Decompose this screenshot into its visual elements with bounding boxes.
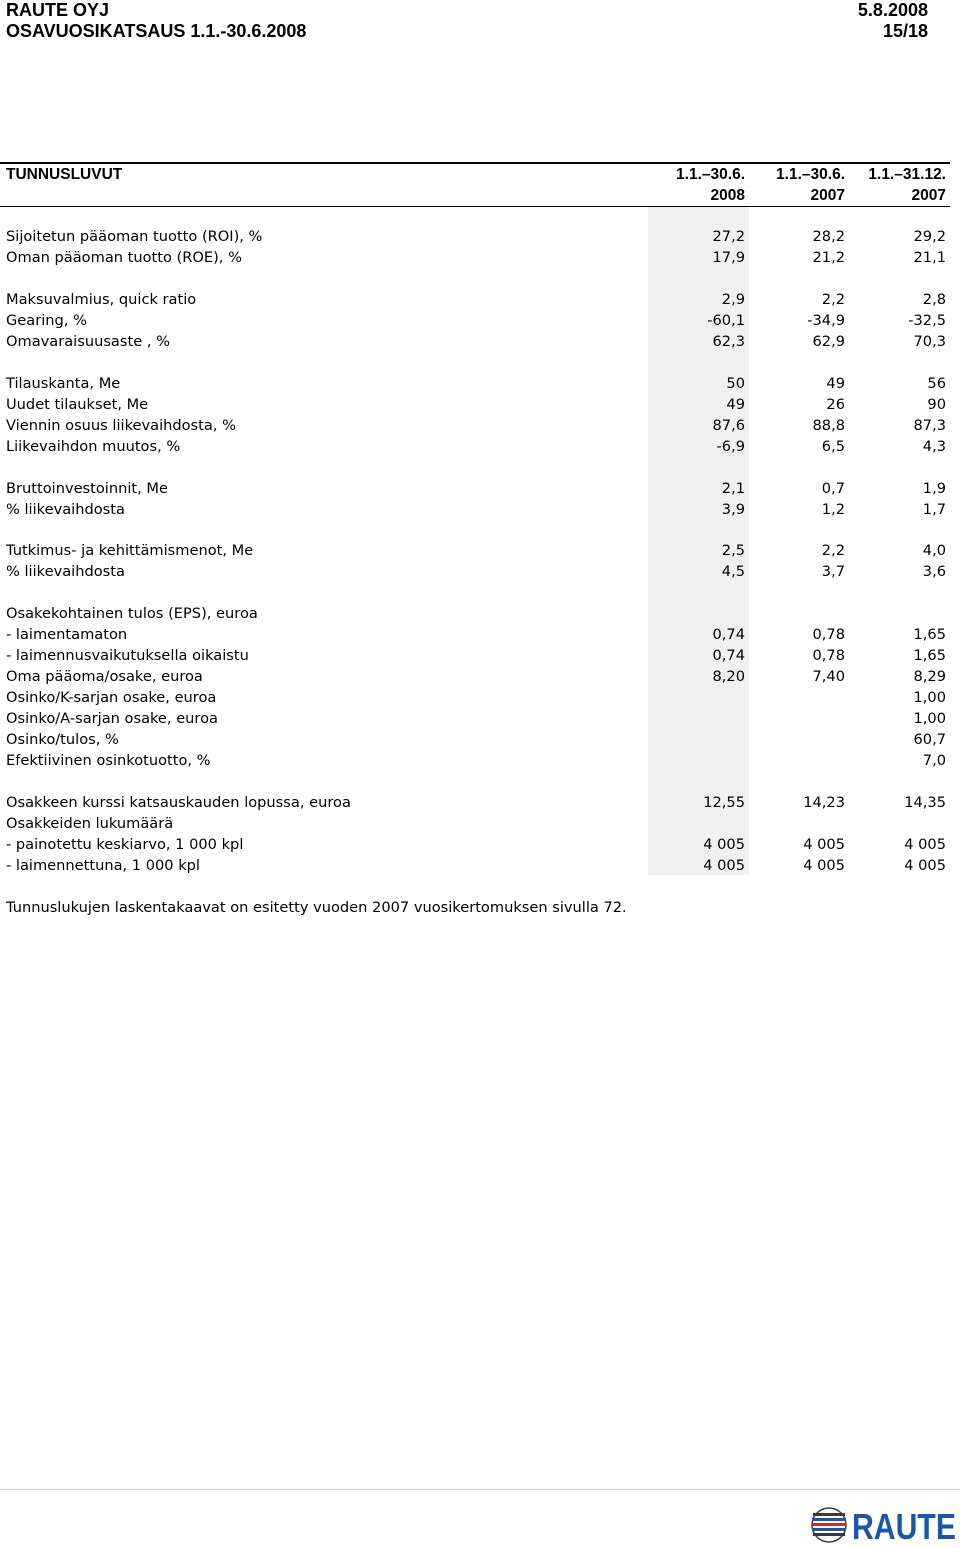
row-label: Viennin osuus liikevaihdosta, %: [6, 417, 236, 434]
report-date: 5.8.2008: [857, 0, 928, 20]
row-value-col-1: 4 005: [703, 857, 745, 874]
row-value-col-2: 0,78: [812, 647, 845, 664]
table-row: [0, 666, 950, 687]
table-title: TUNNUSLUVUT: [6, 166, 123, 183]
raute-logo: [810, 1506, 958, 1544]
report-title: OSAVUOSIKATSAUS 1.1.-30.6.2008: [6, 21, 307, 41]
row-value-col-3: 1,65: [913, 626, 946, 643]
row-label: Oma pääoma/osake, euroa: [6, 668, 203, 685]
row-value-col-3: 29,2: [913, 228, 946, 245]
row-value-col-3: -32,5: [908, 312, 946, 329]
row-label: - laimennettuna, 1 000 kpl: [6, 857, 200, 874]
row-label: Bruttoinvestoinnit, Me: [6, 480, 168, 497]
row-value-col-3: 4 005: [904, 836, 946, 853]
table-row: [0, 624, 950, 645]
row-value-col-2: 49: [826, 375, 845, 392]
company-name: RAUTE OYJ: [6, 0, 110, 20]
row-value-col-2: 14,23: [803, 794, 845, 811]
row-value-col-3: 14,35: [904, 794, 946, 811]
row-value-col-3: 4,3: [922, 438, 946, 455]
table-row: [0, 331, 950, 352]
row-value-col-1: 0,74: [712, 647, 745, 664]
row-value-col-3: 87,3: [913, 417, 946, 434]
page-header: [6, 0, 928, 42]
header-row-1: [6, 0, 928, 21]
row-label: - laimennusvaikutuksella oikaistu: [6, 647, 249, 664]
table-row: [0, 750, 950, 771]
table-row: [0, 645, 950, 666]
row-label: % liikevaihdosta: [6, 501, 125, 518]
row-value-col-3: 8,29: [913, 668, 946, 685]
table-row: [0, 603, 950, 624]
header-row-2: [6, 21, 928, 42]
row-value-col-2: 3,7: [821, 563, 845, 580]
row-value-col-1: -60,1: [707, 312, 745, 329]
row-value-col-3: 70,3: [913, 333, 946, 350]
page-number: 15/18: [882, 21, 928, 41]
row-value-col-3: 56: [927, 375, 946, 392]
row-value-col-3: 4,0: [922, 542, 946, 559]
table-row: [0, 792, 950, 813]
table-row: [0, 289, 950, 310]
row-label: Osinko/tulos, %: [6, 731, 119, 748]
row-label: Osakkeiden lukumäärä: [6, 815, 174, 832]
column-header-3-year: 2007: [911, 187, 946, 204]
row-value-col-3: 60,7: [913, 731, 946, 748]
row-value-col-2: 6,5: [821, 438, 845, 455]
row-label: % liikevaihdosta: [6, 563, 125, 580]
row-value-col-2: 4 005: [803, 857, 845, 874]
column-header-2: [750, 164, 845, 206]
row-value-col-2: -34,9: [807, 312, 845, 329]
row-value-col-1: 2,1: [721, 480, 745, 497]
row-value-col-3: 1,00: [913, 689, 946, 706]
table-header-rule: [0, 206, 950, 207]
row-label: Tilauskanta, Me: [6, 375, 121, 392]
column-header-2-year: 2007: [810, 187, 845, 204]
row-value-col-3: 1,7: [922, 501, 946, 518]
table-row: [0, 394, 950, 415]
table-row: [0, 310, 950, 331]
row-value-col-3: 1,00: [913, 710, 946, 727]
row-value-col-2: 2,2: [821, 542, 845, 559]
row-value-col-1: 4 005: [703, 836, 745, 853]
table-row: [0, 540, 950, 561]
row-label: Liikevaihdon muutos, %: [6, 438, 181, 455]
row-value-col-2: 21,2: [812, 249, 845, 266]
row-value-col-1: 50: [726, 375, 745, 392]
column-header-1-period: 1.1.–30.6.: [676, 166, 745, 183]
table-row: [0, 708, 950, 729]
row-label: Osinko/A-sarjan osake, euroa: [6, 710, 218, 727]
row-label: Oman pääoman tuotto (ROE), %: [6, 249, 242, 266]
row-label: Gearing, %: [6, 312, 87, 329]
row-value-col-2: 4 005: [803, 836, 845, 853]
table-row: [0, 687, 950, 708]
row-label: Omavaraisuusaste , %: [6, 333, 170, 350]
table-row: [0, 247, 950, 268]
table-row: [0, 855, 950, 876]
row-label: Sijoitetun pääoman tuotto (ROI), %: [6, 228, 263, 245]
column-header-3: [850, 164, 946, 206]
row-value-col-2: 0,78: [812, 626, 845, 643]
row-value-col-1: 4,5: [721, 563, 745, 580]
row-value-col-1: 62,3: [712, 333, 745, 350]
raute-logo-text: RAUTE: [852, 1506, 956, 1544]
table-row: [0, 226, 950, 247]
row-value-col-1: 8,20: [712, 668, 745, 685]
row-label: Osakkeen kurssi katsauskauden lopussa, euroa: [6, 794, 351, 811]
table-row: [0, 478, 950, 499]
row-label: Uudet tilaukset, Me: [6, 396, 149, 413]
row-value-col-1: 87,6: [712, 417, 745, 434]
row-value-col-1: 2,9: [721, 291, 745, 308]
column-header-3-period: 1.1.–31.12.: [868, 166, 946, 183]
table-row: [0, 834, 950, 855]
table-row: [0, 499, 950, 520]
row-value-col-1: 3,9: [721, 501, 745, 518]
row-value-col-2: 7,40: [812, 668, 845, 685]
row-value-col-3: 90: [927, 396, 946, 413]
row-value-col-1: 17,9: [712, 249, 745, 266]
row-value-col-2: 2,2: [821, 291, 845, 308]
table-row: [0, 436, 950, 457]
row-value-col-1: -6,9: [716, 438, 745, 455]
row-value-col-2: 1,2: [821, 501, 845, 518]
row-value-col-2: 0,7: [821, 480, 845, 497]
raute-logo-graphic: [810, 1506, 958, 1544]
row-value-col-3: 2,8: [922, 291, 946, 308]
column-header-2-period: 1.1.–30.6.: [776, 166, 845, 183]
table-row: [0, 813, 950, 834]
row-value-col-3: 7,0: [922, 752, 946, 769]
table-row: [0, 373, 950, 394]
row-value-col-3: 21,1: [913, 249, 946, 266]
row-value-col-2: 62,9: [812, 333, 845, 350]
row-label: Osinko/K-sarjan osake, euroa: [6, 689, 217, 706]
row-value-col-1: 27,2: [712, 228, 745, 245]
column-header-1-year: 2008: [710, 187, 745, 204]
row-value-col-1: 12,55: [703, 794, 745, 811]
table-row: [0, 561, 950, 582]
footnote: Tunnuslukujen laskentakaavat on esitetty vuoden 2007 vuosikertomuksen sivulla 72.: [6, 899, 627, 916]
row-value-col-1: 0,74: [712, 626, 745, 643]
row-label: Maksuvalmius, quick ratio: [6, 291, 197, 308]
table-row: [0, 729, 950, 750]
row-value-col-1: 2,5: [721, 542, 745, 559]
row-value-col-3: 3,6: [922, 563, 946, 580]
row-label: - painotettu keskiarvo, 1 000 kpl: [6, 836, 244, 853]
row-value-col-1: 49: [726, 396, 745, 413]
column-header-1: [650, 164, 745, 206]
row-value-col-2: 26: [826, 396, 845, 413]
row-value-col-2: 28,2: [812, 228, 845, 245]
row-label: Osakekohtainen tulos (EPS), euroa: [6, 605, 258, 622]
table-row: [0, 415, 950, 436]
footer-rule: [0, 1489, 960, 1490]
row-value-col-3: 4 005: [904, 857, 946, 874]
row-label: Tutkimus- ja kehittämismenot, Me: [6, 542, 254, 559]
row-label: Efektiivinen osinkotuotto, %: [6, 752, 211, 769]
row-value-col-3: 1,65: [913, 647, 946, 664]
row-value-col-2: 88,8: [812, 417, 845, 434]
row-value-col-3: 1,9: [922, 480, 946, 497]
row-label: - laimentamaton: [6, 626, 128, 643]
